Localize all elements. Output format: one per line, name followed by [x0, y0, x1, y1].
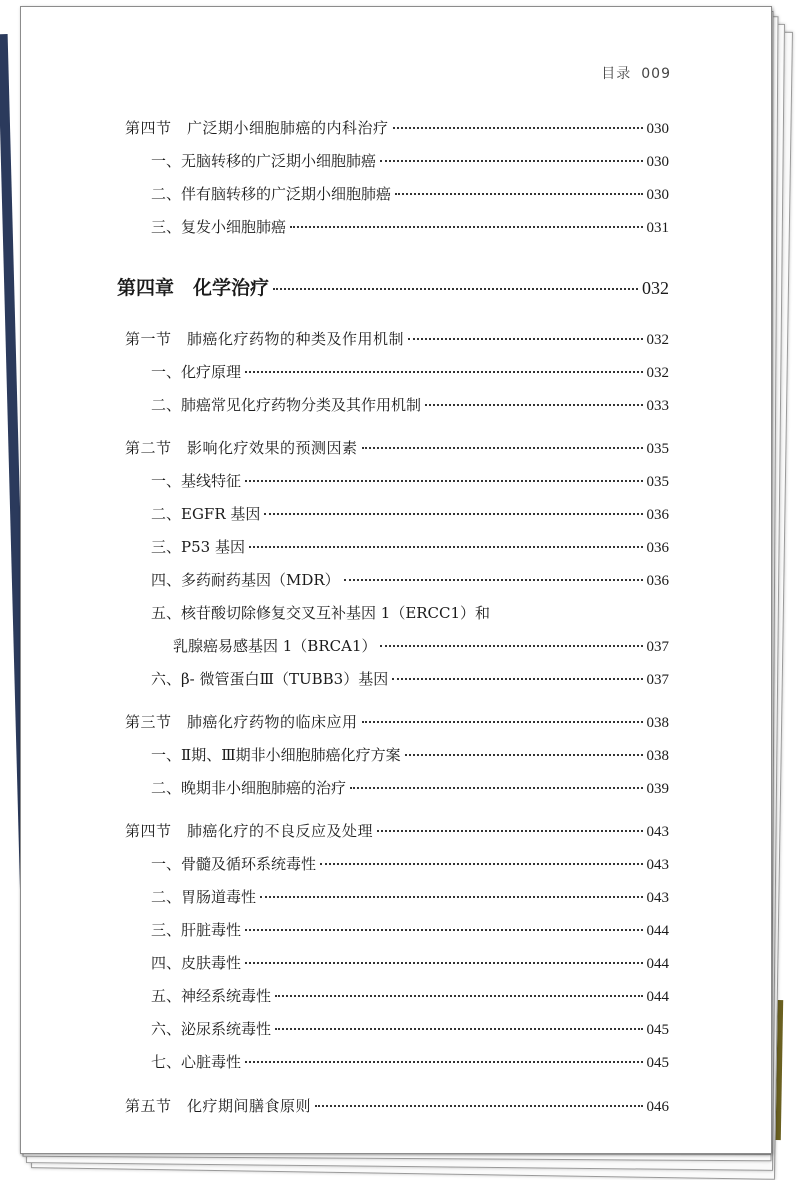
toc-entry-title: 二、伴有脑转移的广泛期小细胞肺癌 — [151, 185, 392, 203]
dot-leader — [249, 545, 643, 548]
toc-entry-item[interactable] — [151, 536, 669, 557]
toc-entry-chapter[interactable] — [117, 273, 669, 300]
dot-leader — [393, 126, 643, 129]
dot-leader — [395, 192, 642, 195]
toc-entry-page: 044 — [646, 989, 669, 1005]
toc-entry-page: 037 — [646, 639, 669, 655]
toc-entry-title: 一、基线特征 — [151, 472, 242, 490]
toc-entry-title: 乳腺癌易感基因 1（BRCA1） — [173, 637, 377, 655]
toc-entry-section[interactable] — [125, 117, 669, 138]
toc-entry-title: 五、核苷酸切除修复交叉互补基因 1（ERCC1）和 — [151, 604, 491, 622]
header-page-number: 009 — [641, 66, 671, 82]
toc-entry-item[interactable] — [151, 602, 669, 623]
dot-leader — [392, 677, 642, 680]
dot-leader — [245, 370, 642, 373]
toc-entry-section[interactable] — [125, 711, 669, 732]
dot-leader — [290, 225, 642, 228]
toc-entry-title: 三、复发小细胞肺癌 — [151, 218, 287, 236]
dot-leader — [362, 446, 643, 449]
dot-leader — [350, 786, 642, 789]
toc-entry-item[interactable] — [151, 361, 669, 382]
toc-entry-item[interactable] — [151, 1051, 669, 1072]
toc-entry-page: 038 — [646, 715, 669, 731]
toc-entry-title: 二、EGFR 基因 — [151, 505, 261, 523]
toc-entry-page: 046 — [646, 1099, 669, 1115]
toc-entry-item[interactable] — [151, 216, 669, 237]
toc-entry-title: 一、Ⅱ期、Ⅲ期非小细胞肺癌化疗方案 — [151, 746, 401, 764]
toc-entry-item[interactable] — [151, 952, 669, 973]
toc-entry-title: 第四节 肺癌化疗的不良反应及处理 — [125, 822, 374, 840]
running-header — [601, 63, 671, 83]
dot-leader — [377, 829, 642, 832]
toc-entry-item[interactable] — [151, 150, 669, 171]
header-label: 目录 — [601, 66, 632, 82]
toc-entry-page: 030 — [646, 121, 669, 137]
dot-leader — [425, 403, 642, 406]
toc-entry-item[interactable] — [151, 470, 669, 491]
dot-leader — [344, 578, 643, 581]
toc-entry-item[interactable] — [151, 569, 669, 590]
toc-entry-page: 033 — [646, 398, 669, 414]
toc-entry-item[interactable] — [151, 183, 669, 204]
toc-entry-page: 045 — [646, 1022, 669, 1038]
toc-entry-page: 035 — [646, 474, 669, 490]
toc-entry-title: 三、P53 基因 — [151, 538, 245, 556]
toc-entry-page: 043 — [646, 890, 669, 906]
dot-leader — [245, 928, 642, 931]
toc-entry-page: 044 — [646, 956, 669, 972]
dot-leader — [320, 862, 642, 865]
toc-entry-title: 第二节 影响化疗效果的预测因素 — [125, 439, 358, 457]
toc-entry-section[interactable] — [125, 1095, 669, 1116]
dot-leader — [380, 159, 642, 162]
toc-entry-section[interactable] — [125, 437, 669, 458]
toc-entry-title: 第四章 化学治疗 — [117, 277, 270, 299]
toc-entry-title: 第五节 化疗期间膳食原则 — [125, 1097, 312, 1115]
toc-entry-title: 一、无脑转移的广泛期小细胞肺癌 — [151, 152, 377, 170]
toc-entry-section[interactable] — [125, 820, 669, 841]
toc-entry-item[interactable] — [151, 503, 669, 524]
toc-entry-title: 一、化疗原理 — [151, 363, 242, 381]
toc-entry-title: 二、晚期非小细胞肺癌的治疗 — [151, 779, 347, 797]
dot-leader — [405, 753, 643, 756]
dot-leader — [273, 287, 638, 290]
toc-entry-page: 035 — [646, 441, 669, 457]
toc-entry-item[interactable] — [151, 886, 669, 907]
toc-entry-page: 037 — [646, 672, 669, 688]
dot-leader — [264, 512, 642, 515]
toc-page — [20, 6, 772, 1154]
toc-entry-item[interactable] — [151, 394, 669, 415]
toc-entry-page: 043 — [646, 824, 669, 840]
dot-leader — [245, 479, 642, 482]
toc-entry-title: 四、皮肤毒性 — [151, 954, 242, 972]
toc-entry-title: 七、心脏毒性 — [151, 1053, 242, 1071]
toc-entry-item-continuation[interactable] — [173, 635, 669, 656]
toc-entry-title: 第三节 肺癌化疗药物的临床应用 — [125, 713, 358, 731]
toc-entry-title: 第一节 肺癌化疗药物的种类及作用机制 — [125, 330, 405, 348]
toc-entry-page: 032 — [642, 278, 669, 298]
toc-entry-page: 043 — [646, 857, 669, 873]
toc-entry-page: 032 — [646, 365, 669, 381]
dot-leader — [260, 895, 642, 898]
toc-entry-title: 二、肺癌常见化疗药物分类及其作用机制 — [151, 396, 422, 414]
dot-leader — [245, 961, 642, 964]
toc-entry-page: 036 — [646, 507, 669, 523]
toc-entry-page: 030 — [646, 187, 669, 203]
dot-leader — [315, 1104, 642, 1107]
toc-entry-item[interactable] — [151, 853, 669, 874]
dot-leader — [245, 1060, 642, 1063]
toc-entry-page: 038 — [646, 748, 669, 764]
toc-entry-item[interactable] — [151, 985, 669, 1006]
toc-entry-page: 039 — [646, 781, 669, 797]
toc-entry-section[interactable] — [125, 328, 669, 349]
toc-entry-title: 二、胃肠道毒性 — [151, 888, 257, 906]
toc-entry-title: 五、神经系统毒性 — [151, 987, 272, 1005]
toc-entry-item[interactable] — [151, 744, 669, 765]
toc-entry-page: 045 — [646, 1055, 669, 1071]
toc-entry-title: 六、泌尿系统毒性 — [151, 1020, 272, 1038]
dot-leader — [408, 337, 642, 340]
toc-entry-item[interactable] — [151, 1018, 669, 1039]
dot-leader — [275, 1027, 642, 1030]
toc-entry-title: 四、多药耐药基因（MDR） — [151, 571, 340, 589]
toc-entry-page: 032 — [646, 332, 669, 348]
toc-entry-page: 036 — [646, 573, 669, 589]
toc-entry-title: 三、肝脏毒性 — [151, 921, 242, 939]
toc-entry-page: 044 — [646, 923, 669, 939]
toc-entry-title: 一、骨髓及循环系统毒性 — [151, 855, 317, 873]
dot-leader — [362, 720, 643, 723]
toc-entry-title: 第四节 广泛期小细胞肺癌的内科治疗 — [125, 119, 389, 137]
toc-entry-item[interactable] — [151, 668, 669, 689]
dot-leader — [275, 994, 642, 997]
dot-leader — [380, 644, 642, 647]
toc-entry-page: 036 — [646, 540, 669, 556]
toc-entry-page: 030 — [646, 154, 669, 170]
toc-entry-item[interactable] — [151, 919, 669, 940]
toc-entry-title: 六、β- 微管蛋白Ⅲ（TUBB3）基因 — [151, 670, 389, 688]
toc-entry-item[interactable] — [151, 777, 669, 798]
toc-entry-page: 031 — [646, 220, 669, 236]
